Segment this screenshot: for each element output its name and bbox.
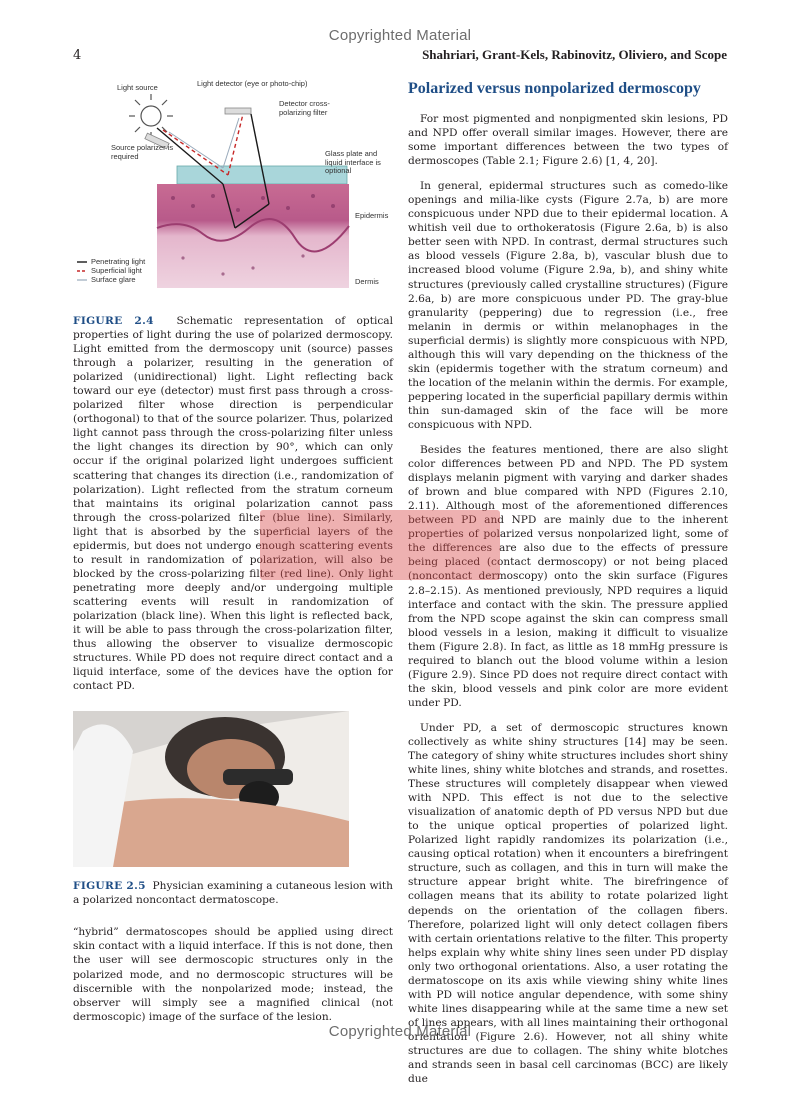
legend-penetrating: Penetrating light xyxy=(91,257,146,266)
figure-2-4-caption-text: Schematic representation of optical properties of light during the use of polarized dermoscopy. Light emitted from the dermoscopy unit (source) passes through a polarizer, resulting in the generation of polarized (unidirectional) light. Light reflecting back toward our eye (detector) must first pass through a cross-polarized filter whose direction is perpendicular (orthogonal) to that of the source polarizer. Thus, polarized light cannot pass through the cross-polarizing filter unless the light changes its direction by 90°, which can only occur if the original polarized light undergoes sufficient scattering that changes its direction (i.e., randomization of polarization). Light reflected from the stratum corneum that maintains its original polarization cannot pass through the cross-polarized filter (blue line). Similarly, light that is absorbed by the superficial layers of the epidermis, but does not undergo enough scattering events to result in randomization of polarization, will also be blocked by the cross-polarizing filter (red line). Only light penetrating more deeply and/or undergoing multiple scattering events will result in randomization of polarization (black line). When this light is reflected back, it will be able to pass through the cross-polarization filter, thus allowing the observer to visualize dermoscopic structures. While PD does not require direct contact and a liquid interface, some of the devices have the option for contact PD. xyxy=(73,315,393,693)
physician-photo xyxy=(73,711,349,867)
watermark-stamp xyxy=(260,510,500,580)
figure-2-5 xyxy=(73,711,349,867)
label-dermis: Dermis xyxy=(355,277,379,286)
figure-2-5-caption xyxy=(73,879,393,907)
paragraph-3: Besides the features mentioned, there are also slight color differences between PD and NPD. The PD system displays melanin pigment with varying and darker shades of brown and blue compared with NPD (Figures 2.10, 2.11). Although most of the aforementioned differences between PD and NPD are mainly due to the inherent properties of polarized versus nonpolarized light, some of the differences are also due to the effects of pressure being placed (contact dermoscopy) or not being placed (noncontact dermoscopy) onto the skin surface (Figures 2.8–2.15). As mentioned previously, NPD requires a liquid interface and contact with the skin. The pressure applied from the NPD scope against the skin can compress small blood vessels in a lesion, making it difficult to visualize them (Figure 2.8). In fact, as little as 18 mmHg pressure is required to blanch out the blood volume within a lesion (Figure 2.9). Since PD does not require direct contact with the skin, blood vessels and pink color are more evident under PD. xyxy=(408,444,728,709)
left-column-paragraph: “hybrid” dermatoscopes should be applied using direct skin contact with a liquid interface. If this is not done, then the user will see dermoscopic structures only in the polarized mode, and no dermoscopic structures will be discernible with the nonpolarized mode; instead, the observer will simply see a magnified clinical (not dermoscopic) image of the surface of the lesion. xyxy=(73,926,393,1023)
watermark-bottom: Copyrighted Material xyxy=(328,1023,472,1040)
label-detector-filter: Detector cross-polarizing filter xyxy=(279,99,330,117)
page-number: 4 xyxy=(73,48,82,63)
paragraph-2: In general, epidermal structures such as comedo-like openings and milia-like cysts (Figure 2.7a, b) are more conspicuous under NPD due to their epidermal location. A whitish veil due to orthokeratosis (Figure 2.6a, b) is also better seen with NPD. In contrast, dermal structures such as blood vessels (Figure 2.8a, b), vascular blush due to increased blood volume (Figure 2.9a, b), and shiny white structures (previously called crystalline structures) (Figure 2.6a, b) are more conspicuous under PD. The gray-blue granularity (peppering) due to regression (i.e., free melanin in dermis or within melanophages in the superficial dermis) is slightly more conspicuous with NPD, although this will vary depending on the thickness of the skin (epidermis together with the stratum corneum) and the location of the melanin within the dermis. For example, peppering located in the superficial papillary dermis within thin sun-damaged skin of the face will be more conspicuous with NPD. xyxy=(408,180,729,431)
paragraph-1: For most pigmented and nonpigmented skin lesions, PD and NPD offer overall similar images. However, there are some important differences between the two types of dermoscopes (Table 2.1; Figure 2.6) [1, 4, 20]. xyxy=(408,113,728,168)
label-source-polarizer: Source polarizer is required xyxy=(111,143,174,161)
running-head: Shahriari, Grant-Kels, Rabinovitz, Oliviero, and Scope xyxy=(422,47,727,62)
right-column xyxy=(408,78,728,1097)
figure-2-4-caption xyxy=(73,314,393,693)
figure-2-5-caption-text: Physician examining a cutaneous lesion with a polarized noncontact dermatoscope. xyxy=(73,880,393,907)
figure-2-4-label: FIGURE 2.4 xyxy=(73,315,154,327)
skin-tissue xyxy=(157,184,349,288)
figure-2-5-label: FIGURE 2.5 xyxy=(73,880,146,893)
legend-superficial: Superficial light xyxy=(91,266,142,275)
figure-2-4 xyxy=(73,78,393,304)
label-glass-plate: Glass plate and liquid interface is optional xyxy=(325,149,381,175)
label-epidermis: Epidermis xyxy=(355,211,389,220)
watermark-top: Copyrighted Material xyxy=(328,27,472,44)
section-heading: Polarized versus nonpolarized dermoscopy xyxy=(408,80,701,97)
light-source-icon xyxy=(129,94,173,138)
label-light-source: Light source xyxy=(117,83,158,92)
legend-glare: Surface glare xyxy=(91,275,136,284)
detector-filter xyxy=(225,108,251,114)
paragraph-4: Under PD, a set of dermoscopic structures known collectively as white shiny structures [14] may be seen. The category of shiny white structures includes short shiny white lines, shiny white blotches and strands, and rosettes. These structures will completely disappear when viewed with NPD. This effect is not due to the selective visualization of anatomic depth of PD versus NPD but due to the unique optical properties of polarized light. Polarized light rapidly randomizes its polarization (i.e., causing optical rotation) when it encounters a birefringent structure, such as collagen, and this in turn will make the structure appear bright white. The birefringence of collagen means that its ability to rotate polarized light depends on the orientation of the collagen fibers. Therefore, polarized light will only detect collagen fibers with certain orientations relative to the filter. This property helps explain why white shiny lines seen under PD display only two orthogonal orientations. Also, a user rotating the dermatoscope on its axis while viewing shiny white lines with PD will notice angular dependence, with some shiny white lines disappearing while at the same time a new set of lines appears, with all lines maintaining their orthogonal orientation (Figure 2.6). However, not all shiny white structures are due to collagen. The shiny white blotches and strands seen in basal cell carcinomas (BCC) are likely due xyxy=(408,721,728,1086)
label-light-detector: Light detector (eye or photo-chip) xyxy=(197,79,308,88)
